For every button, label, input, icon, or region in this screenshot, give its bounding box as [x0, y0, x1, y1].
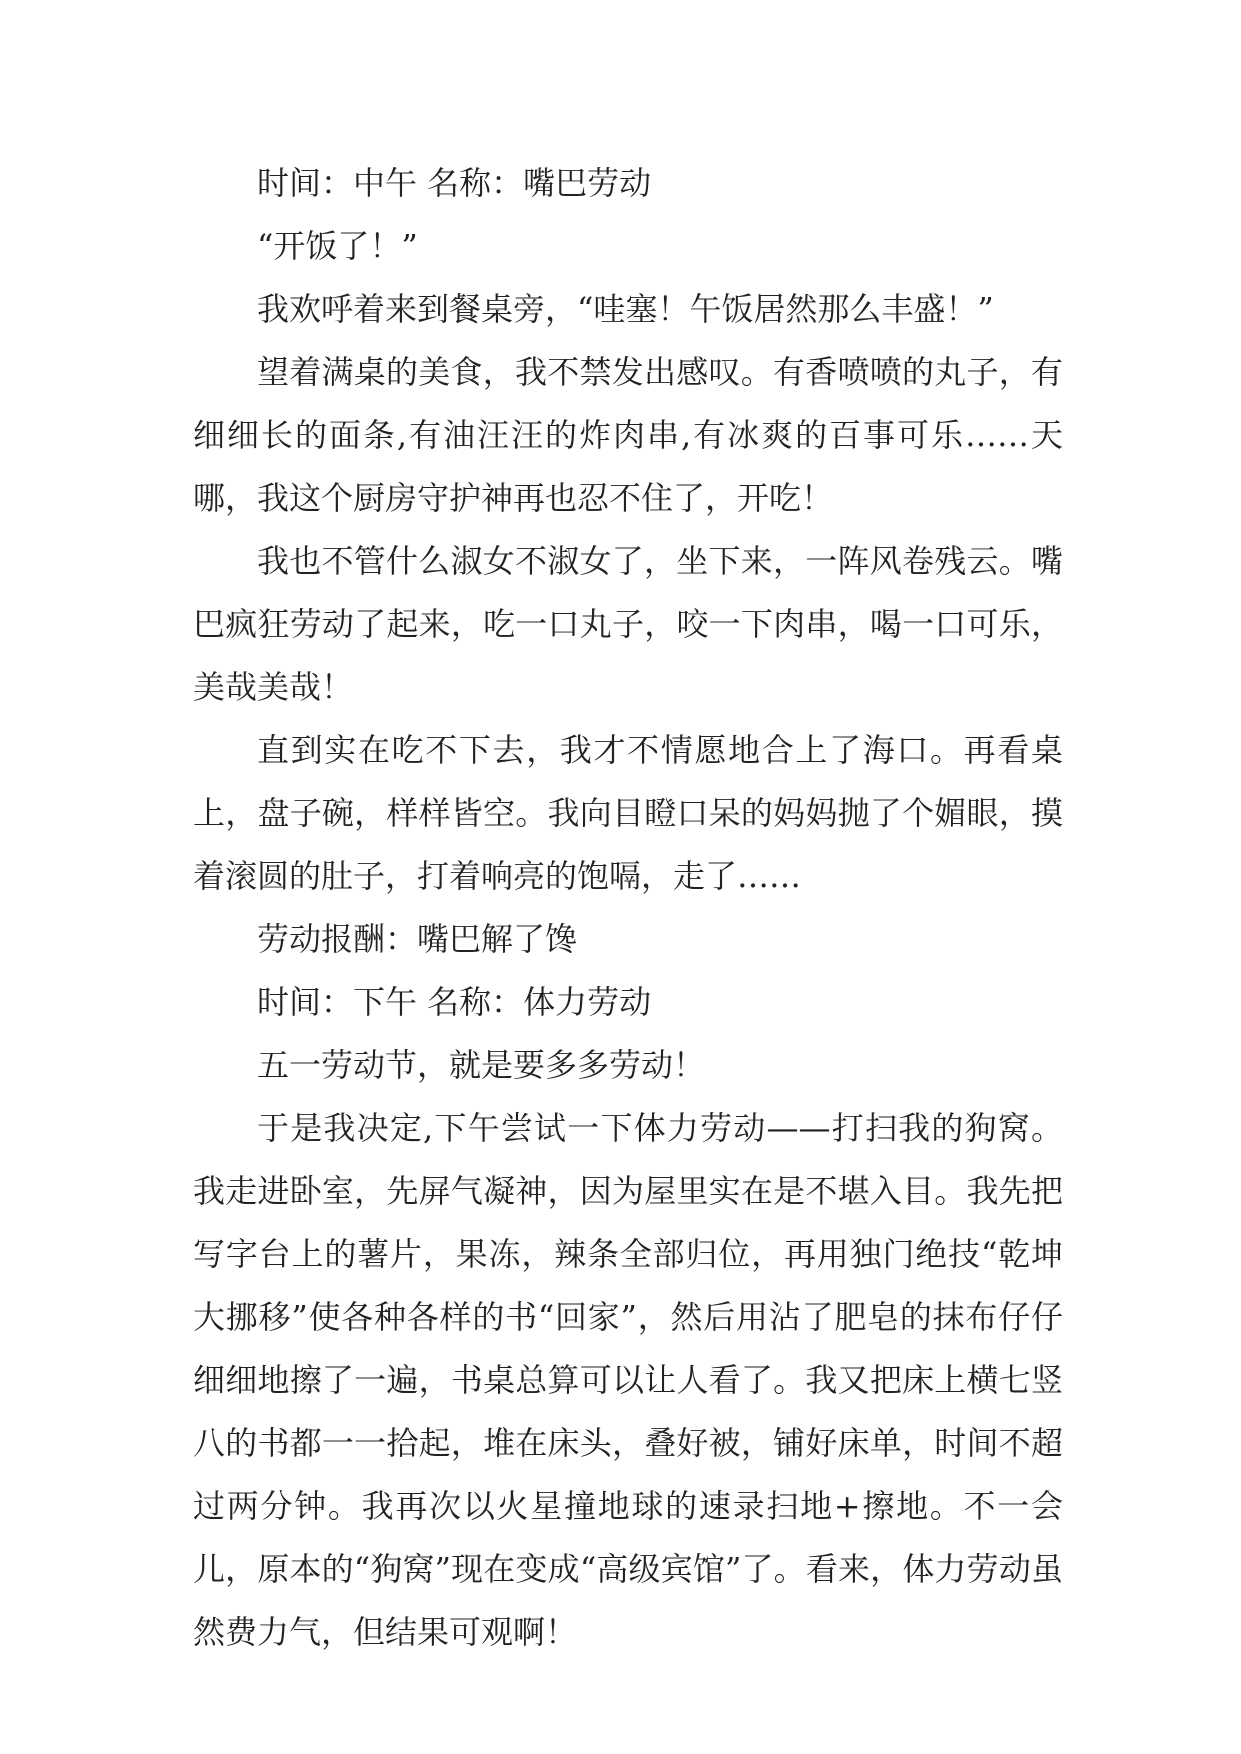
paragraph-noon-heading: 时间：中午 名称：嘴巴劳动 [257, 164, 652, 202]
paragraph-labor-day: 五一劳动节，就是要多多劳动！ [257, 1046, 706, 1084]
paragraph-meal-call: “开饭了！” [257, 227, 418, 265]
paragraph-afternoon-heading: 时间：下午 名称：体力劳动 [257, 983, 652, 1021]
paragraph-noon-reward: 劳动报酬：嘴巴解了馋 [257, 920, 578, 958]
paragraph-cleaning: 于是我决定,下午尝试一下体力劳动——打扫我的狗窝。我走进卧室，先屏气凝神，因为屋里实在是不堪入目。我先把写字台上的薯片，果冻，辣条全部归位，再用独门绝技“乾坤大挪移”使各种各样的书“回家”，然后用沾了肥皂的抹布仔仔细细地擦了一遍，书桌总算可以让人看了。我又把床上横七竖八的书都一一拾起，堆在床头，叠好被，铺好床单，时间不超过两分钟。我再次以火星撞地球的速录扫地+擦地。不一会儿，原本的“狗窝”现在变成“高级宾馆”了。看来，体力劳动虽然费力气，但结果可观啊！ [193, 1109, 1063, 1651]
paragraph-cheer: 我欢呼着来到餐桌旁，“哇塞！午饭居然那么丰盛！” [257, 290, 994, 328]
paragraph-finished-meal: 直到实在吃不下去，我才不情愿地合上了海口。再看桌上，盘子碗，样样皆空。我向目瞪口呆的妈妈抛了个媚眼，摸着滚圆的肚子，打着响亮的饱嗝，走了…… [193, 731, 1063, 895]
document-body [193, 152, 1063, 1664]
paragraph-eating: 我也不管什么淑女不淑女了，坐下来，一阵风卷残云。嘴巴疯狂劳动了起来，吃一口丸子，咬一下肉串，喝一口可乐，美哉美哉！ [193, 542, 1063, 706]
paragraph-food-description: 望着满桌的美食，我不禁发出感叹。有香喷喷的丸子，有细细长的面条,有油汪汪的炸肉串,有冰爽的百事可乐……天哪，我这个厨房守护神再也忍不住了，开吃！ [193, 353, 1063, 517]
